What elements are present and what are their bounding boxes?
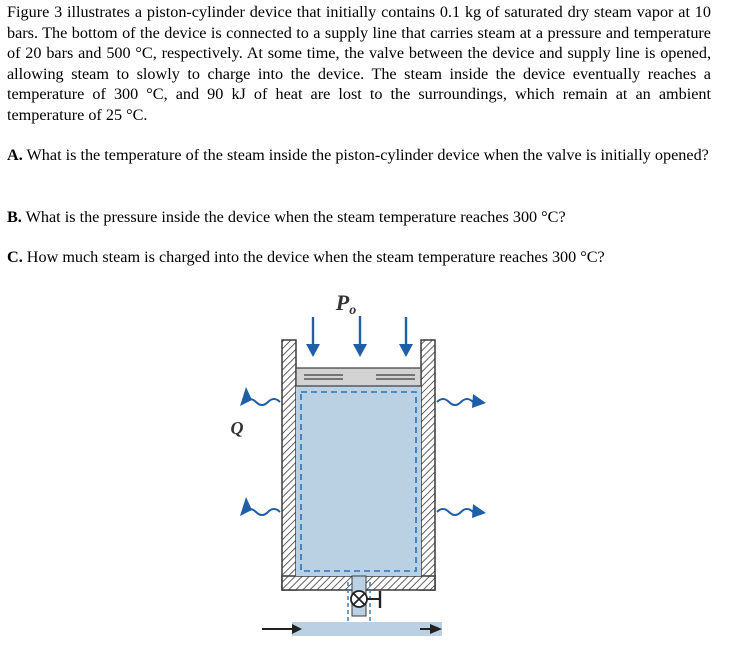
heat-arrows-right bbox=[437, 399, 473, 515]
piston bbox=[296, 368, 421, 386]
question-b bbox=[7, 207, 711, 228]
question-c-letter: C. bbox=[7, 248, 23, 266]
heat-label: Q bbox=[230, 418, 244, 438]
problem-intro: Figure 3 illustrates a piston-cylinder device that initially contains 0.1 kg of saturated dry steam vapor at 10 bars. The bottom of the device is connected to a supply line that carries steam at a pressure and temperature of 20 bars and 500 °C, respectively. At some time, the valve between the device and supply line is opened, allowing steam to slowly to charge into the device. The steam inside the device eventually reaches a temperature of 300 °C, and 90 kJ of heat are lost to the surroundings, which remain at an ambient temperature of 25 °C. bbox=[7, 3, 711, 124]
pressure-arrows bbox=[306, 316, 413, 357]
question-a bbox=[7, 145, 711, 166]
question-b-letter: B. bbox=[7, 208, 22, 226]
heat-arrows-left bbox=[244, 399, 280, 515]
pressure-label: Po bbox=[335, 290, 357, 318]
question-a-letter: A. bbox=[7, 146, 23, 164]
question-b-text: What is the pressure inside the device when the steam temperature reaches 300 °C? bbox=[25, 208, 566, 226]
heat-arrowheads-left bbox=[240, 387, 252, 516]
supply-line bbox=[262, 622, 442, 636]
piston-cylinder-figure bbox=[200, 282, 500, 648]
question-a-text: What is the temperature of the steam inside the piston-cylinder device when the valve is initially opened? bbox=[26, 146, 709, 164]
question-c bbox=[7, 247, 711, 268]
steam-region bbox=[296, 386, 421, 576]
question-c-text: How much steam is charged into the device when the steam temperature reaches 300 °C? bbox=[26, 248, 605, 266]
